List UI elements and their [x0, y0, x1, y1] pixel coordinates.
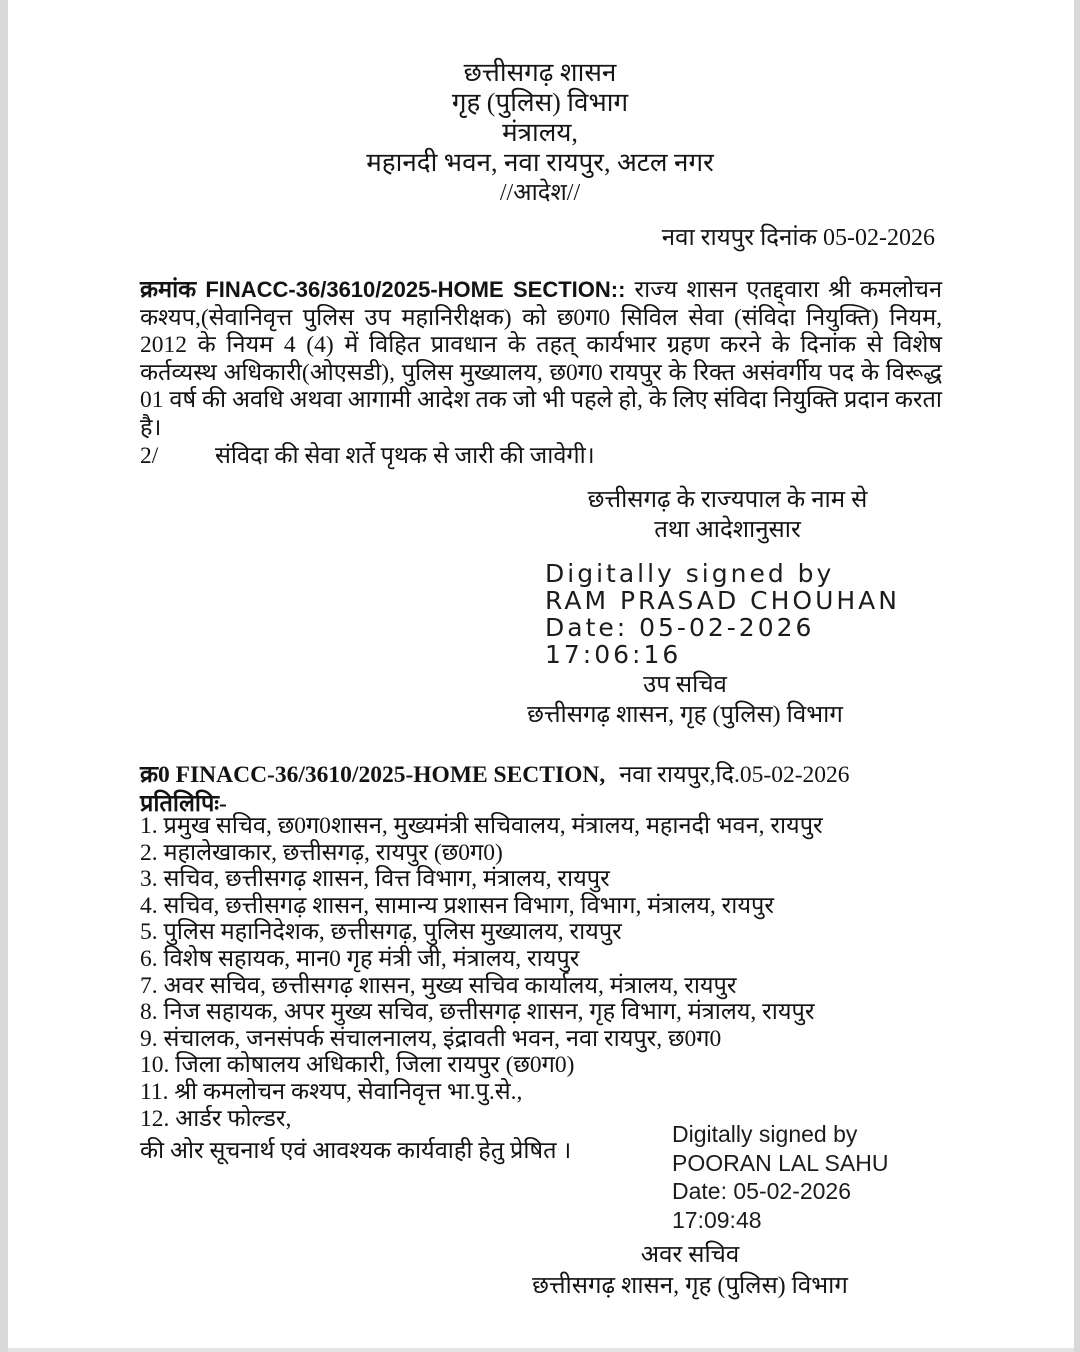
list-item: 1. प्रमुख सचिव, छ0ग0शासन, मुख्यमंत्री सचिवालय, मंत्रालय, महानदी भवन, रायपुर	[140, 813, 823, 839]
order-title: //आदेश//	[499, 180, 581, 206]
clause-2	[140, 438, 942, 470]
list-item: 10. जिला कोषालय अधिकारी, जिला रायपुर (छ0ग0)	[140, 1052, 575, 1079]
letterhead-department: गृह (पुलिस) विभाग	[451, 88, 629, 117]
clause-2-text: संविदा की सेवा शर्ते पृथक से जारी की जावेगी।	[215, 443, 595, 469]
signatory-2-department: छत्तीसगढ़ शासन, गृह (पुलिस) विभाग	[532, 1273, 848, 1299]
authority-line-1: छत्तीसगढ़ के राज्यपाल के नाम से	[587, 487, 868, 513]
place-date-line: नवा रायपुर दिनांक 05-02-2026	[661, 225, 935, 251]
signatory-1-designation-block	[480, 670, 890, 730]
signatory-2-designation-block	[480, 1240, 900, 1302]
letterhead-address: महानदी भवन, नवा रायपुर, अटल नगर	[366, 148, 714, 177]
signatory-1-department: छत्तीसगढ़ शासन, गृह (पुलिस) विभाग	[527, 702, 843, 728]
signature-1-label: Digitally signed by	[545, 559, 835, 588]
list-item: 5. पुलिस महानिदेशक, छत्तीसगढ़, पुलिस मुख्यालय, रायपुर	[140, 919, 622, 946]
order-number: FINACC-36/3610/2025-HOME SECTION::	[205, 277, 626, 302]
page-edge-bottom	[8, 1348, 1074, 1352]
order-paragraph	[140, 276, 942, 442]
closing-line: की ओर सूचनार्थ एवं आवश्यक कार्यवाही हेतु प्रेषित ।	[140, 1138, 572, 1164]
signature-2-time: 17:09:48	[672, 1206, 762, 1233]
list-item: 12. आर्डर फोल्डर,	[140, 1105, 292, 1132]
signature-1-date: Date: 05-02-2026	[545, 613, 815, 642]
list-item: 6. विशेष सहायक, मान0 गृह मंत्री जी, मंत्रालय, रायपुर	[140, 945, 580, 972]
signature-2-date: Date: 05-02-2026	[672, 1178, 852, 1204]
signature-2-name: POORAN LAL SAHU	[672, 1149, 889, 1176]
endorsement-ref-line	[140, 757, 850, 789]
letterhead-government: छत्तीसगढ़ शासन	[463, 58, 617, 87]
signature-2-label: Digitally signed by	[672, 1121, 858, 1147]
list-item: 4. सचिव, छत्तीसगढ़ शासन, सामान्य प्रशासन विभाग, विभाग, मंत्रालय, रायपुर	[140, 892, 774, 919]
list-item: 7. अवर सचिव, छत्तीसगढ़ शासन, मुख्य सचिव कार्यालय, मंत्रालय, रायपुर	[140, 972, 737, 999]
list-item: 9. संचालक, जनसंपर्क संचालनालय, इंद्रावती भवन, नवा रायपुर, छ0ग0	[140, 1025, 722, 1052]
signature-1-name: RAM PRASAD CHOUHAN	[545, 586, 900, 615]
copy-to-list	[140, 813, 950, 1132]
endorsement-ref-place-date: नवा रायपुर,दि.05-02-2026	[619, 762, 850, 788]
signatory-2-designation: अवर सचिव	[640, 1242, 740, 1268]
order-body-text: राज्य शासन एतद्द्वारा श्री कमलोचन कश्यप,(सेवानिवृत्त पुलिस उप महानिरीक्षक) को छ0ग0 सिविल सेवा (संविदा नियुक्ति) नियम, 2012 के नियम 4 (4) में विहित प्रावधान के तहत् कार्यभार ग्रहण करने के दिनांक से विशेष कर्तव्यस्थ अधिकारी(ओएसडी), पुलिस मुख्यालय, छ0ग0 रायपुर के रिक्त असंवर्गीय पद के विरूद्ध 01 वर्ष की अवधि अथवा आगामी आदेश तक जो भी पहले हो, के लिए संविदा नियुक्ति प्रदान करता है।	[140, 277, 942, 441]
list-item: 11. श्री कमलोचन कश्यप, सेवानिवृत्त भा.पु.से.,	[140, 1078, 523, 1105]
authority-block	[500, 485, 955, 545]
letterhead	[0, 58, 1080, 208]
signatory-1-designation: उप सचिव	[643, 672, 727, 698]
digital-signature-2	[672, 1120, 888, 1234]
endorsement-ref-number: क्र0 FINACC-36/3610/2025-HOME SECTION,	[140, 762, 606, 788]
authority-line-2: तथा आदेशानुसार	[654, 517, 801, 543]
list-item: 3. सचिव, छत्तीसगढ़ शासन, वित्त विभाग, मंत्रालय, रायपुर	[140, 866, 610, 893]
list-item: 2. महालेखाकार, छत्तीसगढ़, रायपुर (छ0ग0)	[140, 839, 503, 866]
signature-1-time: 17:06:16	[545, 640, 682, 669]
order-number-label: क्रमांक	[140, 277, 197, 303]
list-item: 8. निज सहायक, अपर मुख्य सचिव, छत्तीसगढ़ शासन, गृह विभाग, मंत्रालय, रायपुर	[140, 999, 815, 1026]
digital-signature-1	[545, 560, 900, 668]
clause-2-number: 2/	[140, 443, 159, 469]
copy-to-label: प्रतिलिपिः-	[140, 791, 227, 817]
letterhead-ministry: मंत्रालय,	[502, 118, 578, 147]
